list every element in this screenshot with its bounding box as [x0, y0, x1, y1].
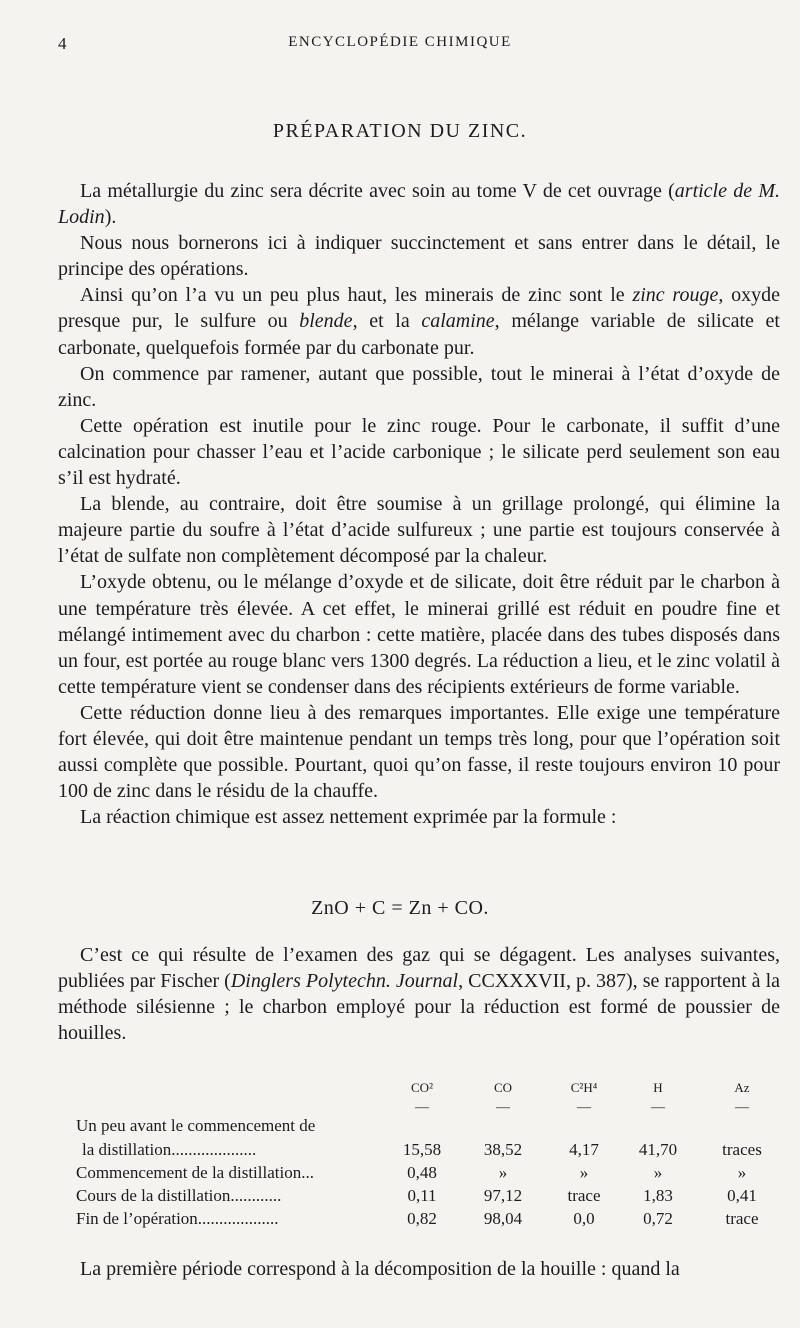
table-cell: traces: [722, 1140, 762, 1159]
table-cell: »: [653, 1163, 663, 1182]
table-cell: 41,70: [638, 1140, 678, 1159]
table-cell: trace: [567, 1186, 601, 1205]
row-label: la distillation....................: [82, 1140, 257, 1159]
column-rule: —: [735, 1100, 749, 1115]
running-title: ENCYCLOPÉDIE CHIMIQUE: [288, 34, 512, 50]
table-cell: 98,04: [483, 1209, 523, 1228]
table-cell: 0,72: [643, 1209, 673, 1228]
column-rule: —: [577, 1100, 591, 1115]
column-rule: —: [415, 1100, 429, 1115]
table-cell: 0,48: [407, 1163, 437, 1182]
paragraph: Ainsi qu’on l’a vu un peu plus haut, les minerais de zinc sont le zinc rouge, oxyde presque pur, le sulfure ou blende, et la calamine, mélange variable de silicate et carbonate, quelquefois formée par du carbonate pur.: [58, 284, 780, 359]
column-header: Az: [734, 1080, 750, 1095]
paragraph: La blende, au contraire, doit être soumise à un grillage prolongé, qui élimine la majeure partie du soufre à l’état d’acide sulfureux ; une partie est toujours conservée à l’état de sulfate non complètement décomposé par la chaleur.: [58, 493, 780, 568]
row-label: Cours de la distillation............: [76, 1186, 282, 1205]
table-cell: »: [737, 1163, 747, 1182]
table-cell: 97,12: [483, 1186, 523, 1205]
paragraph: Cette opération est inutile pour le zinc rouge. Pour le carbonate, il suffit d’une calcination pour chasser l’eau et l’acide carbonique ; le silicate perd seulement son eau s’il est hydraté.: [58, 414, 780, 490]
table-cell: 0,82: [407, 1209, 437, 1228]
chapter-title: PRÉPARATION DU ZINC.: [272, 120, 528, 142]
table-cell: 1,83: [643, 1186, 673, 1205]
column-header: H: [653, 1080, 663, 1095]
paragraph: Cette réduction donne lieu à des remarques importantes. Elle exige une température fort élevée, qui doit être maintenue pendant un temps très long, pour que l’opération soit aussi complète que possible. Pourtant, quoi qu’on fasse, il reste toujours environ 10 pour 100 de zinc dans le résidu de la chauffe.: [58, 701, 780, 803]
row-label: Fin de l’opération...................: [76, 1209, 279, 1228]
column-header: CO²: [411, 1080, 433, 1095]
table-cell: 0,41: [727, 1186, 757, 1205]
table-cell: 38,52: [483, 1140, 523, 1159]
body-text-2: [58, 942, 780, 1046]
column-rule: —: [651, 1100, 665, 1115]
column-header: C²H⁴: [570, 1080, 598, 1095]
table-cell: »: [498, 1163, 508, 1182]
column-header: CO: [493, 1080, 513, 1095]
paragraph: La réaction chimique est assez nettement exprimée par la formule :: [80, 806, 617, 829]
body-text: [58, 178, 780, 830]
paragraph: L’oxyde obtenu, ou le mélange d’oxyde et de silicate, doit être réduit par le charbon à une température très élevée. A cet effet, le minerai grillé est réduit en poudre fine et mélangé intimement avec du charbon : cette matière, placée dans des tubes disposés dans un four, est portée au rouge blanc vers 1300 degrés. La réduction a lieu, et le zinc volatil à cette température vient se condenser dans des récipients extérieurs de forme variable.: [58, 571, 780, 698]
paragraph: Nous nous bornerons ici à indiquer succinctement et sans entrer dans le détail, le principe des opérations.: [58, 232, 780, 281]
column-rule: —: [496, 1100, 510, 1115]
row-label: Commencement de la distillation...: [76, 1163, 314, 1182]
table-cell: 0,11: [407, 1186, 437, 1205]
paragraph: On commence par ramener, autant que possible, tout le minerai à l’état d’oxyde de zinc.: [58, 362, 780, 411]
paragraph: C’est ce qui résulte de l’examen des gaz qui se dégagent. Les analyses suivantes, publiées par Fischer (Dinglers Polytechn. Journal, CCXXXVII, p. 387), se rapportent à la méthode silésienne ; le charbon employé pour la réduction est formé de poussier de houilles.: [58, 944, 780, 1045]
page-header: [0, 34, 800, 58]
table-cell: trace: [725, 1209, 759, 1228]
table-cell: 15,58: [402, 1140, 442, 1159]
page-number: 4: [58, 34, 68, 53]
paragraph: La métallurgie du zinc sera décrite avec soin au tome V de cet ouvrage (article de M. Lodin).: [58, 180, 780, 229]
table-cell: 4,17: [569, 1140, 599, 1159]
paragraph-continued: La première période correspond à la décomposition de la houille : quand la: [80, 1258, 680, 1280]
table-cell: 0,0: [573, 1209, 595, 1228]
chemical-formula: ZnO + C = Zn + CO.: [311, 897, 489, 919]
table-cell: »: [579, 1163, 589, 1182]
row-label: Un peu avant le commencement de: [76, 1116, 316, 1135]
